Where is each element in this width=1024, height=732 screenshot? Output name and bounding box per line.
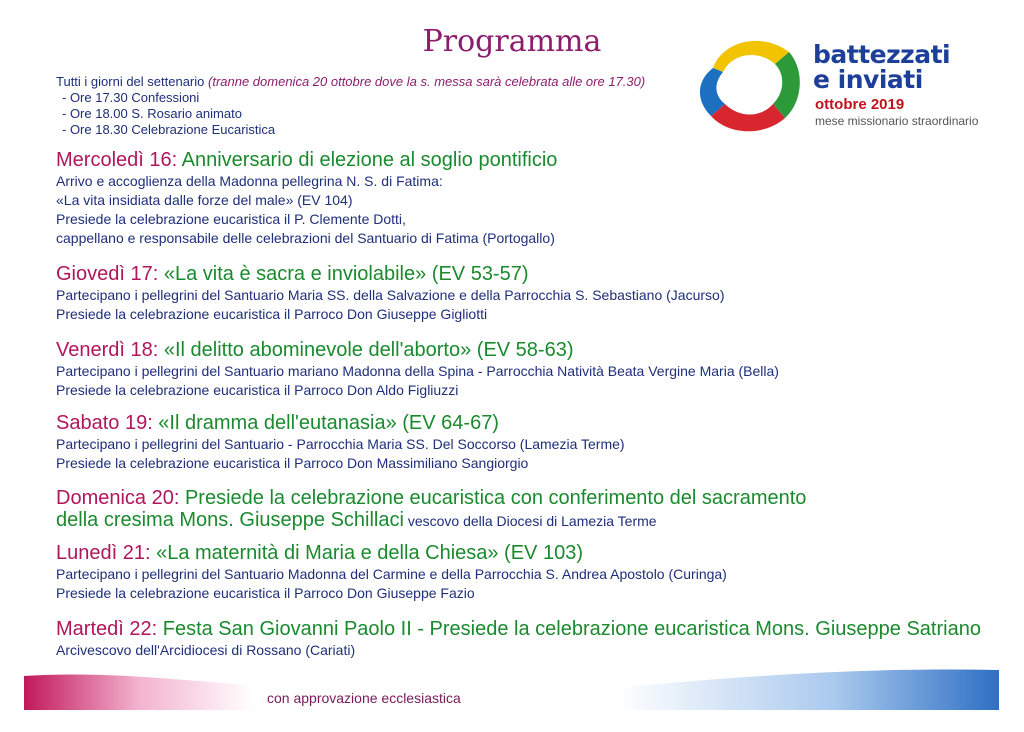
day-line: Presiede la celebrazione eucaristica il Parroco Don Giuseppe Fazio <box>56 585 475 601</box>
logo-title-line1: battezzati <box>813 40 951 69</box>
day-line: Partecipano i pellegrini del Santuario mariano Madonna della Spina - Parrocchia Natività Beata Vergine Maria (Bella) <box>56 363 779 379</box>
day-section-giovedi <box>56 262 724 324</box>
day-line: Arcivescovo dell'Arcidiocesi di Rossano (Cariati) <box>56 642 356 658</box>
day-title: «La maternità di Maria e della Chiesa» (EV 103) <box>150 542 583 564</box>
intro-block <box>56 74 645 138</box>
day-heading <box>56 541 727 565</box>
day-heading-continued <box>56 510 806 531</box>
day-label: Domenica 20: <box>56 487 180 509</box>
logo-red-arc <box>711 104 785 131</box>
globe-icon <box>693 30 805 140</box>
day-line: «La vita insidiata dalle forze del male» (EV 104) <box>56 192 353 208</box>
intro-lead-note: (tranne domenica 20 ottobre dove la s. messa sarà celebrata alle ore 17.30) <box>208 74 646 89</box>
day-title-note: vescovo della Diocesi di Lamezia Terme <box>403 513 657 529</box>
day-line: cappellano e responsabile delle celebrazioni del Santuario di Fatima (Portogallo) <box>56 230 555 246</box>
day-heading <box>56 262 724 286</box>
intro-lead: Tutti i giorni del settenario <box>56 74 205 89</box>
footer-approval: con approvazione ecclesiastica <box>267 690 461 706</box>
day-title: Anniversario di elezione al soglio pontificio <box>177 149 558 171</box>
day-label: Venerdì 18: <box>56 339 159 361</box>
day-label: Sabato 19: <box>56 412 153 434</box>
day-label: Mercoledì 16: <box>56 149 178 171</box>
day-section-venerdi <box>56 338 779 400</box>
day-heading <box>56 338 779 362</box>
day-section-domenica <box>56 486 806 531</box>
intro-item: - Ore 18.30 Celebrazione Eucaristica <box>62 122 276 137</box>
intro-lead-line <box>56 74 645 90</box>
day-title: «Il dramma dell'eutanasia» (EV 64-67) <box>152 412 499 434</box>
logo-subtitle: mese missionario straordinario <box>815 114 979 128</box>
day-heading <box>56 411 625 435</box>
day-title: Presiede la celebrazione eucaristica con conferimento del sacramento <box>179 487 807 509</box>
day-line: Partecipano i pellegrini del Santuario Maria SS. della Salvazione e della Parrocchia S. Sebastiano (Jacurso) <box>56 287 725 303</box>
event-logo <box>693 30 983 140</box>
day-section-martedi <box>56 617 981 660</box>
page-title: Programma <box>422 24 602 59</box>
day-title: «La vita è sacra e inviolabile» (EV 53-57) <box>158 263 529 285</box>
day-line: Presiede la celebrazione eucaristica il Parroco Don Aldo Figliuzzi <box>56 382 459 398</box>
day-line: Presiede la celebrazione eucaristica il Parroco Don Giuseppe Gigliotti <box>56 306 488 322</box>
day-label: Martedì 22: <box>56 618 158 640</box>
intro-item: - Ore 18.00 S. Rosario animato <box>62 106 242 121</box>
logo-center <box>735 72 763 100</box>
day-line: Arrivo e accoglienza della Madonna pellegrina N. S. di Fatima: <box>56 173 443 189</box>
intro-item: - Ore 17.30 Confessioni <box>62 90 200 105</box>
day-title: «Il delitto abominevole dell'aborto» (EV 58-63) <box>158 339 574 361</box>
day-label: Giovedì 17: <box>56 263 159 285</box>
day-line: Presiede la celebrazione eucaristica il P. Clemente Dotti, <box>56 211 406 227</box>
day-heading <box>56 486 806 510</box>
day-heading <box>56 148 557 172</box>
day-title: Festa San Giovanni Paolo II - Presiede la celebrazione eucaristica Mons. Giuseppe Satriano <box>157 618 981 640</box>
day-section-mercoledi <box>56 148 557 248</box>
logo-title-line2: e inviati <box>813 65 923 94</box>
day-section-sabato <box>56 411 625 473</box>
logo-yellow-arc <box>713 41 789 72</box>
day-line: Presiede la celebrazione eucaristica il Parroco Don Massimiliano Sangiorgio <box>56 455 529 471</box>
logo-date: ottobre 2019 <box>815 96 905 113</box>
day-section-lunedi <box>56 541 727 603</box>
day-line: Partecipano i pellegrini del Santuario - Parrocchia Maria SS. Del Soccorso (Lamezia Terme) <box>56 436 625 452</box>
day-title-continued: della cresima Mons. Giuseppe Schillaci <box>56 509 404 531</box>
footer-blue-wave <box>454 669 999 710</box>
day-line: Partecipano i pellegrini del Santuario Madonna del Carmine e della Parrocchia S. Andrea Apostolo (Curinga) <box>56 566 727 582</box>
day-label: Lunedì 21: <box>56 542 151 564</box>
footer-decorative-band <box>24 664 999 710</box>
day-heading <box>56 617 981 641</box>
